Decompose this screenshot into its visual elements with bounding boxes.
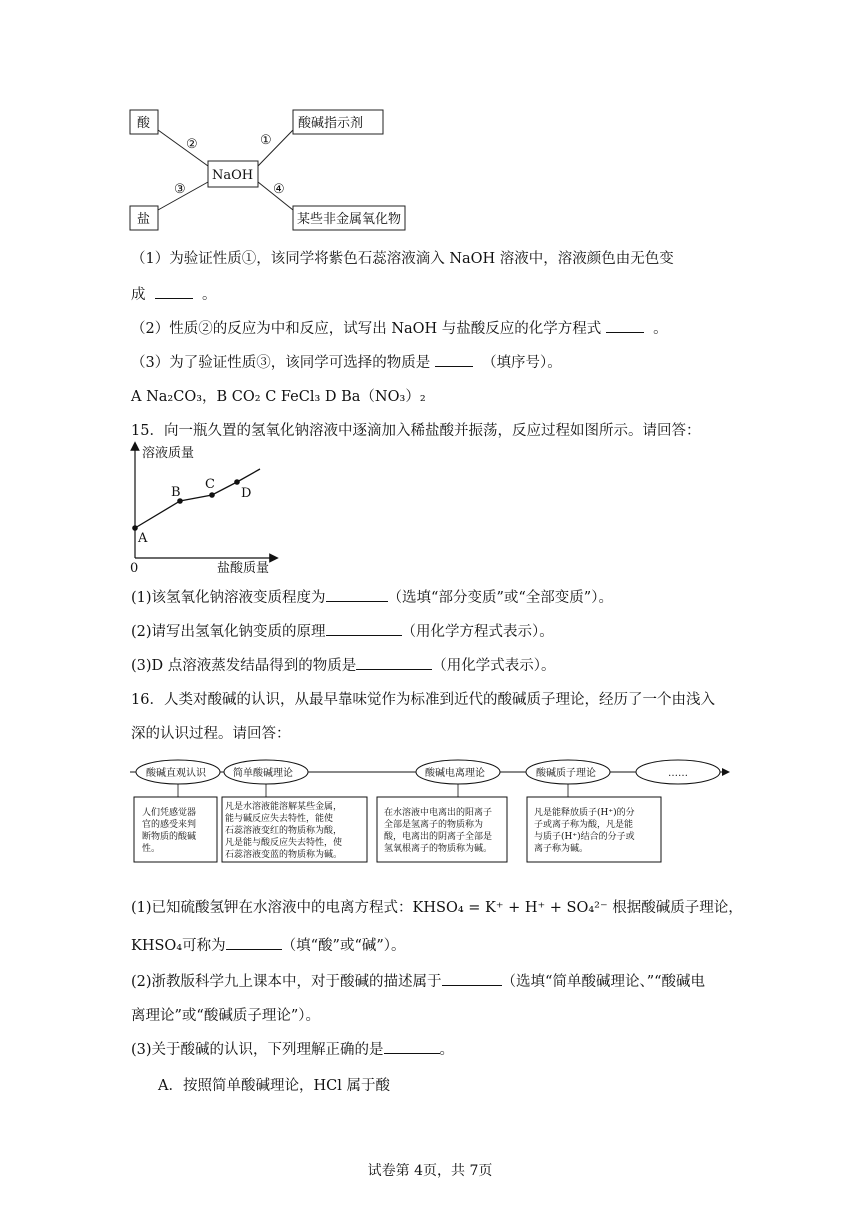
x-axis-label: 盐酸质量 xyxy=(217,561,270,575)
node-ionization-label: 酸碱电离理论 xyxy=(425,768,485,779)
label-b: B xyxy=(171,485,181,500)
answer-blank[interactable] xyxy=(326,621,402,636)
q14-options: A Na₂CO₃，B CO₂ C FeCl₃ D Ba（NO₃）₂ xyxy=(131,389,426,405)
point-c xyxy=(209,492,215,498)
desc-text: 子或离子称为酸，凡是能 xyxy=(534,820,634,830)
naoh-property-diagram xyxy=(128,108,408,233)
desc-text: 凡是水溶液能溶解某些金属， xyxy=(225,802,343,812)
q16-sub2: (2)浙教版科学九上课本中，对于酸碱的描述属于 （选填“简单酸碱理论、”“酸碱电 xyxy=(131,970,705,991)
node-simple-label: 简单酸碱理论 xyxy=(233,768,293,779)
label-naoh: NaOH xyxy=(212,168,254,183)
q14-part1-line2: 成 。 xyxy=(131,283,216,304)
point-d xyxy=(234,479,240,485)
page-footer: 试卷第 4页，共 7页 xyxy=(367,1163,493,1179)
point-a xyxy=(132,525,138,531)
desc-text: 凡是能与酸反应失去特性，使 xyxy=(225,838,343,848)
label-c: C xyxy=(205,477,215,492)
solution-mass-graph xyxy=(128,440,298,575)
node-intuitive-label: 酸碱直观认识 xyxy=(146,768,206,779)
desc-text: 在水溶液中电离出的阳离子 xyxy=(384,808,493,818)
q14-part2: （2）性质②的反应为中和反应，试写出 NaOH 与盐酸反应的化学方程式 。 xyxy=(131,317,668,338)
q16-option-a: A．按照简单酸碱理论，HCl 属于酸 xyxy=(158,1078,390,1094)
desc-text: 石蕊溶液变红的物质称为酸， xyxy=(225,826,343,836)
answer-blank[interactable] xyxy=(326,587,388,602)
answer-blank[interactable] xyxy=(226,935,282,950)
q16-stem-1: 16．人类对酸碱的认识，从最早靠味觉作为标准到近代的酸碱质子理论，经历了一个由浅入 xyxy=(131,692,715,708)
marker-2: ② xyxy=(186,137,198,152)
answer-blank[interactable] xyxy=(384,1039,440,1054)
q14-part3: （3）为了验证性质③，该同学可选择的物质是 （填序号）。 xyxy=(131,351,562,372)
marker-3: ③ xyxy=(174,182,186,197)
label-salt: 盐 xyxy=(137,212,151,227)
y-axis-label: 溶液质量 xyxy=(142,446,195,461)
desc-text: 离子称为碱。 xyxy=(534,844,589,854)
q16-stem-2: 深的认识过程。请回答： xyxy=(131,726,291,742)
answer-blank[interactable] xyxy=(442,971,502,986)
q15-sub1: (1)该氢氧化钠溶液变质程度为 （选填“部分变质”或“全部变质”）。 xyxy=(131,586,613,607)
answer-blank[interactable] xyxy=(606,318,644,333)
label-indicator: 酸碱指示剂 xyxy=(298,116,364,131)
q14-part1-line1: （1）为验证性质①，该同学将紫色石蕊溶液滴入 NaOH 溶液中，溶液颜色由无色变 xyxy=(131,251,674,267)
origin-label: 0 xyxy=(130,561,139,575)
desc-text: 人们凭感觉器 xyxy=(142,808,197,818)
answer-blank[interactable] xyxy=(356,655,432,670)
q16-sub3: (3)关于酸碱的认识，下列理解正确的是 。 xyxy=(131,1038,454,1059)
desc-text: 性。 xyxy=(142,844,161,854)
label-a: A xyxy=(138,531,148,546)
desc-text: 官的感受来判 xyxy=(142,820,197,830)
label-acid: 酸 xyxy=(137,116,151,131)
q15-stem: 15．向一瓶久置的氢氧化钠溶液中逐滴加入稀盐酸并振荡，反应过程如图所示。请回答： xyxy=(131,423,701,439)
q16-sub1: (1)已知硫酸氢钾在水溶液中的电离方程式：KHSO₄ = K⁺ + H⁺ + SO₄²⁻ 根据酸碱质子理论， xyxy=(131,900,743,916)
desc-text: 石蕊溶液变蓝的物质称为碱。 xyxy=(225,850,343,860)
node-more-label: …… xyxy=(668,768,688,779)
ionization-equation: KHSO₄ = K⁺ + H⁺ + SO₄²⁻ xyxy=(412,900,608,916)
desc-text: 与质子(H⁺)结合的分子或 xyxy=(534,832,635,842)
answer-blank[interactable] xyxy=(155,284,193,299)
node-proton-label: 酸碱质子理论 xyxy=(536,768,596,779)
q15-sub3: (3)D 点溶液蒸发结晶得到的物质是 （用化学式表示）。 xyxy=(131,654,556,675)
desc-text: 凡是能释放质子(H⁺)的分 xyxy=(534,808,635,818)
answer-blank[interactable] xyxy=(435,352,473,367)
desc-text: 氢氧根离子的物质称为碱。 xyxy=(384,844,493,854)
desc-text: 能与碱反应失去特性，能使 xyxy=(225,814,334,824)
label-nonmetal-oxide: 某些非金属氧化物 xyxy=(297,212,402,227)
q16-sub1-cont: KHSO₄可称为 （填“酸”或“碱”）。 xyxy=(131,934,406,955)
q15-sub2: (2)请写出氢氧化钠变质的原理 （用化学方程式表示）。 xyxy=(131,620,554,641)
desc-text: 酸，电离出的阴离子全部是 xyxy=(384,832,493,842)
marker-4: ④ xyxy=(273,182,285,197)
acid-base-timeline xyxy=(128,752,738,867)
label-d: D xyxy=(241,486,252,501)
marker-1: ① xyxy=(260,133,272,148)
desc-text: 全部是氢离子的物质称为 xyxy=(384,820,484,830)
desc-text: 断物质的酸碱 xyxy=(142,832,197,842)
q16-sub2-cont: 离理论”或“酸碱质子理论”）。 xyxy=(131,1008,320,1024)
